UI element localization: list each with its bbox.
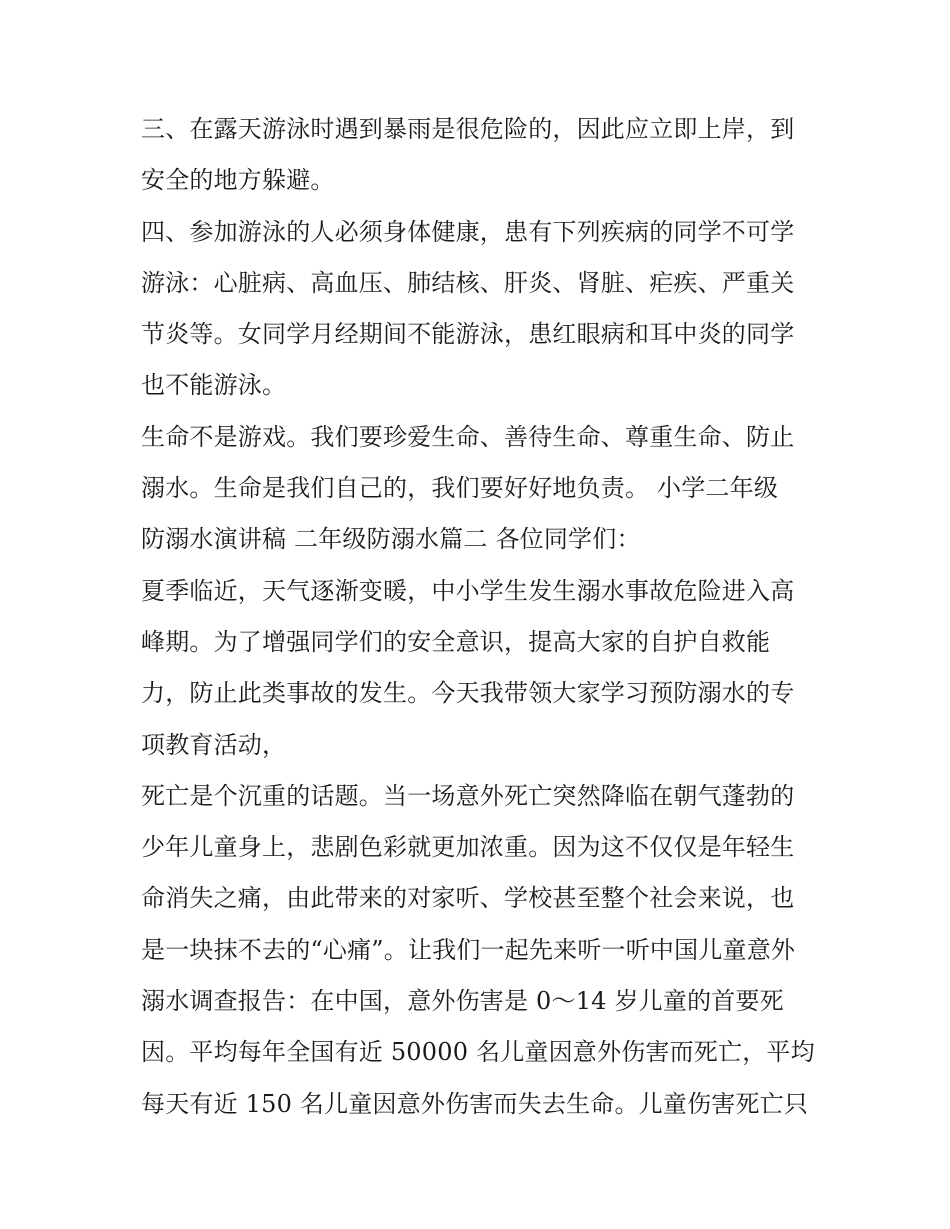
text-line: 游泳：心脏病、高血压、肺结核、肝炎、肾脏、疟疾、严重关 <box>141 268 795 297</box>
text-line: 生命不是游戏。我们要珍爱生命、善待生命、尊重生命、防止 <box>141 422 795 451</box>
text-line: 是一块抹不去的“心痛”。让我们一起先来听一听中国儿童意外 <box>141 935 796 964</box>
text-line: 每天有近 150 名儿童因意外伤害而失去生命。儿童伤害死亡只 <box>141 1089 809 1118</box>
text-line: 三、在露天游泳时遇到暴雨是很危险的，因此应立即上岸，到 <box>141 115 795 143</box>
text-line: 安全的地方躲避。 <box>141 166 335 195</box>
text-line: 因。平均每年全国有近 50000 名儿童因意外伤害而死亡，平均 <box>141 1038 815 1067</box>
text-line: 峰期。为了增强同学们的安全意识，提高大家的自护自救能 <box>141 627 771 656</box>
text-line: 少年儿童身上，悲剧色彩就更加浓重。因为这不仅仅是年轻生 <box>141 833 795 862</box>
document-body <box>141 104 816 1130</box>
text-line: 防溺水演讲稿 二年级防溺水篇二 各位同学们： <box>141 525 641 554</box>
text-line: 命消失之痛，由此带来的对家听、学校甚至整个社会来说，也 <box>141 884 795 913</box>
text-line: 项教育活动， <box>141 730 287 759</box>
text-line: 也不能游泳。 <box>141 371 287 400</box>
text-line: 四、参加游泳的人必须身体健康，患有下列疾病的同学不可学 <box>141 217 795 246</box>
text-line: 溺水调查报告：在中国，意外伤害是 0～14 岁儿童的首要死 <box>141 987 784 1016</box>
text-line: 溺水。生命是我们自己的，我们要好好地负责。 小学二年级 <box>141 474 779 503</box>
text-line: 节炎等。女同学月经期间不能游泳，患红眼病和耳中炎的同学 <box>141 320 795 349</box>
text-line: 死亡是个沉重的话题。当一场意外死亡突然降临在朝气蓬勃的 <box>141 781 795 810</box>
text-line: 夏季临近，天气逐渐变暖，中小学生发生溺水事故危险进入高 <box>141 576 795 605</box>
text-line: 力，防止此类事故的发生。今天我带领大家学习预防溺水的专 <box>141 679 795 708</box>
